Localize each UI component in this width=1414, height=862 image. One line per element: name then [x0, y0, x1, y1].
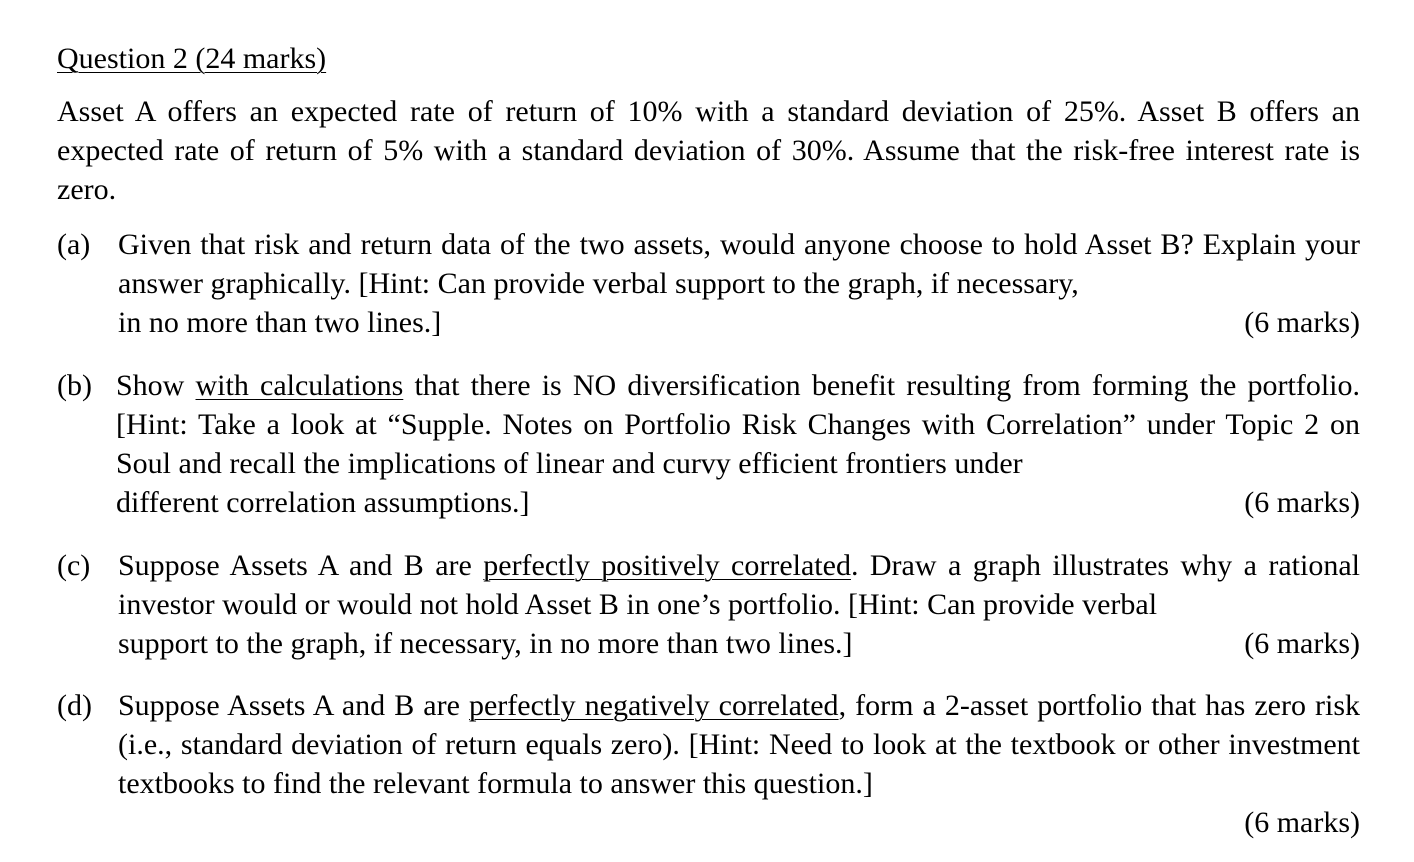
part-a-marks: (6 marks)	[1244, 306, 1360, 339]
part-a	[57, 225, 1360, 342]
part-d-post-text: , form a 2-asset portfolio that has zero risk (i.e., standard deviation of return equals zero). [Hint: Need to look at the textbook or other investment textbooks to find the relevant formula to answer this question.]	[118, 689, 1360, 800]
part-d-text	[118, 686, 1360, 842]
part-b-label: (b)	[57, 369, 92, 402]
part-c-text	[118, 546, 1360, 663]
part-c-post-text: . Draw a graph illustrates why a rational investor would or would not hold Asset B in one’s portfolio. [Hint: Can provide verbal	[118, 549, 1360, 621]
part-c-last-line: support to the graph, if necessary, in no more than two lines.]	[118, 627, 853, 660]
part-d	[57, 686, 1360, 842]
part-c	[57, 546, 1360, 663]
part-c-label: (c)	[57, 549, 91, 582]
part-d-marks: (6 marks)	[1244, 806, 1360, 839]
part-a-last-line: in no more than two lines.]	[118, 306, 442, 339]
part-b-pre-text: Show	[116, 369, 196, 402]
part-b-last-line: different correlation assumptions.]	[116, 486, 530, 519]
part-a-main-text: Given that risk and return data of the two assets, would anyone choose to hold Asset B? Explain your answer graphically. [Hint: Can provide verbal support to the graph, if necessary,	[118, 228, 1360, 300]
part-d-label: (d)	[57, 689, 92, 722]
part-a-label: (a)	[57, 228, 91, 261]
part-a-text	[118, 225, 1360, 342]
part-b-underlined-text: with calculations	[195, 369, 404, 402]
part-d-underlined-text: perfectly negatively correlated	[468, 689, 839, 722]
question-intro: Asset A offers an expected rate of return of 10% with a standard deviation of 25%. Asset B offers an expected rate of return of 5% with a standard deviation of 30%. Assume that the risk-free interest rate is zero.	[57, 95, 1360, 206]
question-heading: Question 2 (24 marks)	[57, 42, 327, 75]
part-b	[57, 366, 1360, 522]
part-c-marks: (6 marks)	[1244, 627, 1360, 660]
part-b-marks: (6 marks)	[1244, 486, 1360, 519]
part-c-pre-text: Suppose Assets A and B are	[118, 549, 484, 582]
part-b-post-text: that there is NO diversification benefit resulting from forming the portfolio. [Hint: Take a look at “Supple. Notes on Portfolio Risk Changes with Correlation” under Topic 2 on Soul and recall the implications of linear and curvy efficient frontiers under	[116, 369, 1360, 480]
part-d-pre-text: Suppose Assets A and B are	[118, 689, 469, 722]
part-c-underlined-text: perfectly positively correlated	[483, 549, 851, 582]
part-b-text	[116, 366, 1360, 522]
